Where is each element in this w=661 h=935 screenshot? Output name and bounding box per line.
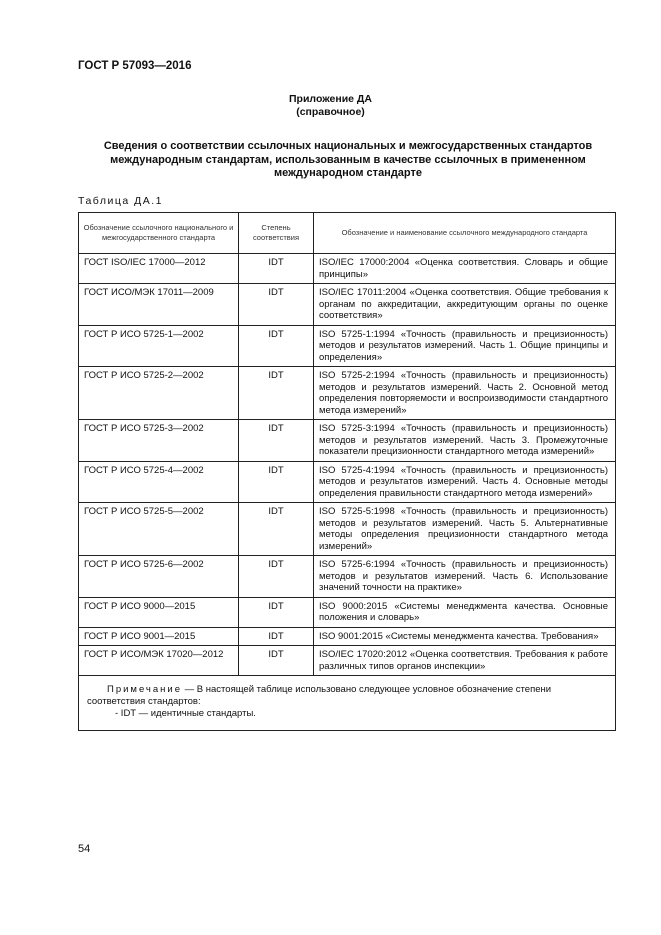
table-row	[79, 503, 616, 556]
international-standard-cell: ISO/IEC 17020:2012 «Оценка соответствия. Требования к работе различных типов органов инспекции»	[314, 646, 616, 676]
national-standard-cell: ГОСТ Р ИСО 9000—2015	[79, 597, 239, 627]
degree-cell: IDT	[239, 627, 314, 646]
international-standard-cell: ISO/IEC 17000:2004 «Оценка соответствия. Словарь и общие принципы»	[314, 254, 616, 284]
appendix-title: Приложение ДА	[289, 93, 372, 105]
international-standard-cell: ISO 9000:2015 «Системы менеджмента качества. Основные положения и словарь»	[314, 597, 616, 627]
note-item: - IDT — идентичные стандарты.	[115, 708, 256, 719]
international-standard-cell: ISO 5725-4:1994 «Точность (правильность и прецизионность) методов и результатов измерений. Часть 4. Основные методы определения правильности стандартного метода измерений»	[314, 461, 616, 503]
table-row	[79, 646, 616, 676]
degree-cell: IDT	[239, 556, 314, 598]
national-standard-cell: ГОСТ Р ИСО 5725-6—2002	[79, 556, 239, 598]
degree-cell: IDT	[239, 461, 314, 503]
national-standard-cell: ГОСТ Р ИСО 5725-3—2002	[79, 420, 239, 462]
international-standard-cell: ISO 5725-1:1994 «Точность (правильность и прецизионность) методов и результатов измерений. Часть 1. Общие принципы и определения»	[314, 325, 616, 367]
international-standard-cell: ISO 9001:2015 «Системы менеджмента качества. Требования»	[314, 627, 616, 646]
table-row	[79, 627, 616, 646]
table-row	[79, 284, 616, 326]
degree-cell: IDT	[239, 254, 314, 284]
degree-cell: IDT	[239, 420, 314, 462]
table-note-row	[79, 676, 616, 731]
column-header-national-standard: Обозначение ссылочного национального и межгосударственного стандарта	[79, 213, 239, 254]
national-standard-cell: ГОСТ ИСО/МЭК 17011—2009	[79, 284, 239, 326]
page-number: 54	[78, 843, 91, 855]
national-standard-cell: ГОСТ Р ИСО 9001—2015	[79, 627, 239, 646]
table-row	[79, 420, 616, 462]
table-row	[79, 254, 616, 284]
international-standard-cell: ISO 5725-3:1994 «Точность (правильность и прецизионность) методов и результатов измерений. Часть 3. Промежуточные показатели прецизионности стандартного метода измерений»	[314, 420, 616, 462]
degree-cell: IDT	[239, 597, 314, 627]
note-text: — В настоящей таблице использовано следующее условное обозначение степени соответствия стандартов:	[87, 684, 552, 707]
standards-table	[78, 212, 616, 731]
table-row	[79, 556, 616, 598]
appendix-heading	[0, 93, 661, 119]
national-standard-cell: ГОСТ Р ИСО 5725-1—2002	[79, 325, 239, 367]
table-row	[79, 367, 616, 420]
degree-cell: IDT	[239, 325, 314, 367]
appendix-subtitle: (справочное)	[296, 106, 365, 118]
document-code-header: ГОСТ Р 57093—2016	[78, 60, 192, 72]
national-standard-cell: ГОСТ ISO/IEC 17000—2012	[79, 254, 239, 284]
table-caption: Таблица ДА.1	[78, 195, 163, 207]
international-standard-cell: ISO 5725-5:1998 «Точность (правильность и прецизионность) методов и результатов измерений. Часть 5. Альтернативные методы определения прецизионности стандартного метода измерений»	[314, 503, 616, 556]
national-standard-cell: ГОСТ Р ИСО 5725-5—2002	[79, 503, 239, 556]
column-header-degree: Степень соответствия	[239, 213, 314, 254]
table-row	[79, 461, 616, 503]
national-standard-cell: ГОСТ Р ИСО 5725-4—2002	[79, 461, 239, 503]
national-standard-cell: ГОСТ Р ИСО/МЭК 17020—2012	[79, 646, 239, 676]
column-header-international-standard: Обозначение и наименование ссылочного международного стандарта	[314, 213, 616, 254]
table-note	[79, 676, 616, 731]
degree-cell: IDT	[239, 367, 314, 420]
international-standard-cell: ISO 5725-2:1994 «Точность (правильность и прецизионность) методов и результатов измерений. Часть 2. Основной метод определения повторяемости и воспроизводимости стандартного метода измерений»	[314, 367, 616, 420]
international-standard-cell: ISO/IEC 17011:2004 «Оценка соответствия. Общие требования к органам по аккредитации, аккредитующим органы по оценке соответствия»	[314, 284, 616, 326]
table-row	[79, 325, 616, 367]
table-header-row	[79, 213, 616, 254]
table-row	[79, 597, 616, 627]
section-title: Сведения о соответствии ссылочных национальных и межгосударственных стандартов международным стандартам, использованным в качестве ссылочных в примененном международном стандарте	[103, 140, 593, 179]
international-standard-cell: ISO 5725-6:1994 «Точность (правильность и прецизионность) методов и результатов измерений. Часть 6. Использование значений точности на практике»	[314, 556, 616, 598]
degree-cell: IDT	[239, 503, 314, 556]
note-label: Примечание	[107, 684, 182, 695]
degree-cell: IDT	[239, 646, 314, 676]
national-standard-cell: ГОСТ Р ИСО 5725-2—2002	[79, 367, 239, 420]
degree-cell: IDT	[239, 284, 314, 326]
